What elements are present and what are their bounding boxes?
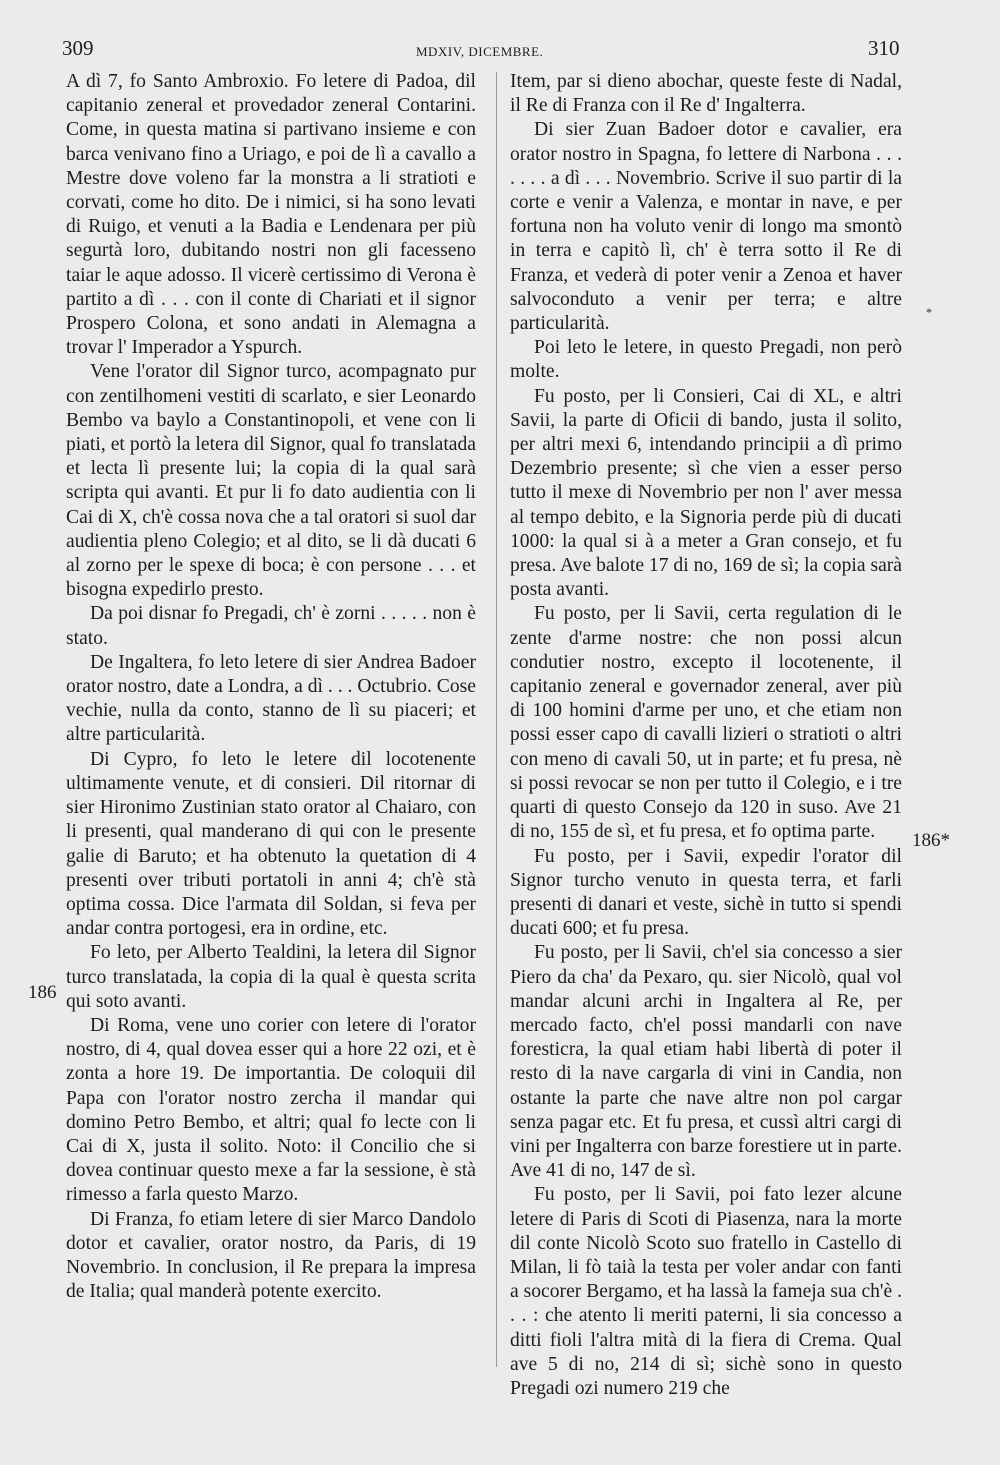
margin-asterisk: * [926, 305, 932, 319]
paragraph: Fu posto, per li Consieri, Cai di XL, e altri Savii, la parte di Oficii di bando, justa il solito, per altri mexi 6, intendando principii a dì primo Dezembrio presente; sì che vien a esser perso tutto il mexe di Novembrio per non l' aver messa al tempo debito, e la Signoria perde più di ducati 1000: la qual si à a meter a Gran consejo, et fu presa. Ave balote 17 di no, 169 de sì; la copia sarà posta avanti. [510, 385, 902, 601]
paragraph: Di Franza, fo etiam letere di sier Marco Dandolo dotor et cavalier, orator nostro, da Paris, di 19 Novembrio. In conclusion, il Re prepara la impresa de Italia; qual manderà potente exercito. [66, 1208, 476, 1303]
paragraph: Fu posto, per i Savii, expedir l'orator dil Signor turcho venuto in questa terra, et farli presenti di danari et veste, sichè in tutto si spendi ducati 600; et fu presa. [510, 845, 902, 940]
right-column [510, 70, 902, 1401]
running-title: MDXIV, DICEMBRE. [416, 44, 544, 59]
paragraph: Fu posto, per li Savii, poi fato lezer alcune letere di Paris di Scoti di Piasenza, nara la morte dil conte Nicolò Scoto suo fratello in Castello di Milan, li fò taià la testa per voler andar con fanti a socorer Bergamo, et ha lassà la fameja sua ch'è . . . : che atento li meriti paterni, li sia concesso a ditti fioli l'altra mità di la fiera di Crema. Qual ave 5 di no, 214 di sì; sichè sono in questo Pregadi ozi numero 219 che [510, 1184, 902, 1399]
paragraph: Di Cypro, fo leto le letere dil locotenente ultimamente venute, et di consieri. Dil ritornar di sier Hironimo Zustinian stato orator al Chaiaro, con li presenti, qual manderano di qui con le presente galie di Baruto; et ha obtenuto la quetation di 4 presenti over tributi portatoli in anni 4; ch'è stà optima cossa. Dice l'armata dil Soldan, si feva per andar contra portogesi, era in ordine, etc. [66, 748, 476, 940]
paragraph: Vene l'orator dil Signor turco, acompagnato pur con zentilhomeni vestiti di scarlato, e sier Leonardo Bembo va baylo a Constantinopoli, et vene con li piati, et portò la letera dil Signor, qual fo translatada et lecta lì presente lui; la copia di la qual sarà scripta qui avanti. Et pur li fo dato audientia con li Cai di X, ch'è cossa nova che a tal oratori si suol dar audientia pleno Colegio; et al dito, se li dà ducati 6 al zorno per le spexe di boca; è con persone . . . et bisogna expedirlo presto. [66, 361, 476, 601]
left-column [66, 70, 476, 1304]
paragraph: Di sier Zuan Badoer dotor e cavalier, era orator nostro in Spagna, fo lettere di Narbona . . . . . . . a dì . . . Novembrio. Scrive il suo partir di la corte e venir a Valenza, e montar in nave, e per fortuna non ha voluto venir di longo ma smontò in terra e capitò lì, ch' è terra sotto il Re di Franza, et vederà di poter venir a Zenoa et haver salvoconduto a venir per terra; e altre particularità. [510, 119, 902, 335]
paragraph: Fu posto, per li Savii, certa regulation di le zente d'arme nostre: che non possi alcun condutier nostro, excepto il locotenente, il capitanio zeneral e governador zeneral, aver più di 100 homini d'arme per uno, et che etiam non possi esser capo di cavalli lizieri o stratioti o altri con meno di cavali 50, ut in parte; et fu presa, nè si possi revocar se non per tutto il Colegio, e i tre quarti di questo Consejo da 120 in suso. Ave 21 di no, 155 de sì, et fu presa, et fo optima parte. [510, 603, 902, 843]
paragraph: Da poi disnar fo Pregadi, ch' è zorni . . . . . non è stato. [66, 603, 476, 649]
paragraph: Fo leto, per Alberto Tealdini, la letera dil Signor turco translatada, la copia di la qual è questa scrita qui soto avanti. [66, 942, 476, 1012]
paragraph: Di Roma, vene uno corier con letere di l'orator nostro, di 4, qual dovea esser qui a hore 22 ozi, et è zonta a hore 19. De importantia. De coloquii dil Papa con l'orator nostro zercha il mandar qui domino Petro Bembo, et altri; qual fo lecte con li Cai di X, justa il solito. Noto: il Concilio che si dovea continuar questo mexe a far la sessione, è stà rimesso a farla questo Marzo. [66, 1014, 476, 1206]
paragraph: A dì 7, fo Santo Ambroxio. Fo letere di Padoa, dil capitanio zeneral et provedador zeneral Contarini. Come, in questa matina si partivano insieme e con barca venivano fino a Uriago, e poi de lì a cavallo a Mestre dove voleno far la monstra a li stratioti e corvati, come ho dito. De i nimici, si ha sono levati di Ruigo, et venuti a la Badia e Lendenara per più segurtà loro, dubitando nostri non gli facesseno taiar le aque adosso. Il vicerè certissimo di Verona è partito a dì . . . con il conte di Chariati et il signor Prospero Colona, et sono andati in Alemagna a trovar l' Imperador a Yspurch. [66, 71, 476, 359]
paragraph: Item, par si dieno abochar, queste feste di Nadal, il Re di Franza con il Re d' Ingalterra. [510, 71, 902, 117]
page-number-left: 309 [62, 36, 94, 60]
paragraph: De Ingaltera, fo leto letere di sier Andrea Badoer orator nostro, date a Londra, a dì . . . Octubrio. Cose vechie, nulla da conto, stanno de lì su piaceri; et altre particularità. [66, 651, 476, 746]
paragraph: Poi leto le letere, in questo Pregadi, non però molte. [510, 337, 902, 383]
column-divider [496, 72, 497, 1367]
margin-number-left: 186 [28, 982, 57, 1003]
margin-number-right: 186* [912, 830, 950, 851]
page-number-right: 310 [868, 36, 900, 60]
paragraph: Fu posto, per li Savii, ch'el sia concesso a sier Piero da cha' da Pexaro, qu. sier Nicolò, qual vol mandar alcuni archi in Ingaltera al Re, per mercado facto, ch'el possi mandarli con nave foresticra, la qual etiam habi libertà di poter il resto di la nave cargarla di vini in Candia, non ostante la parte che nave altre non pol cargar senza pagar etc. Et fu presa, et cussì altri cargi di vini per Ingalterra con barze forestiere ut in parte. Ave 41 di no, 147 de sì. [510, 942, 902, 1182]
